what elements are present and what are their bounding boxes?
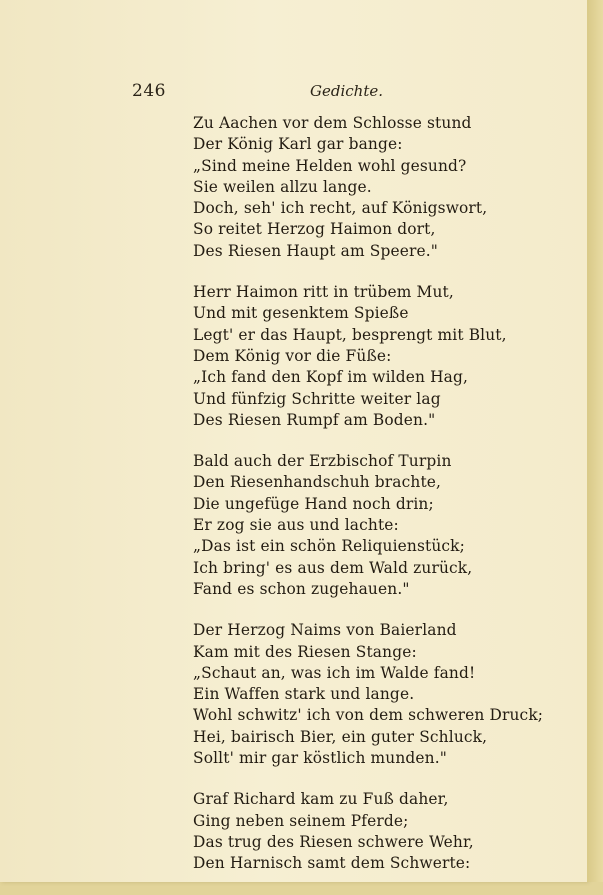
stanza <box>193 113 583 262</box>
poem-line: Sie weilen allzu lange. <box>193 177 372 196</box>
page-edge <box>587 0 603 882</box>
poem-line: „Ich fand den Kopf im wilden Hag, <box>193 368 469 387</box>
stanza <box>193 451 583 600</box>
poem-line: Legt' er das Haupt, besprengt mit Blut, <box>193 325 507 344</box>
poem-line: Hei, bairisch Bier, ein guter Schluck, <box>193 727 488 746</box>
poem-line: „Schaut an, was ich im Walde fand! <box>193 663 476 682</box>
poem-line: Ein Waffen stark und lange. <box>193 685 415 704</box>
poem-line: Fand es schon zugehauen." <box>193 579 410 598</box>
poem-line: Ging neben seinem Pferde; <box>193 811 409 830</box>
poem-line: Herr Haimon ritt in trübem Mut, <box>193 283 454 302</box>
poem-line: Bald auch der Erzbischof Turpin <box>193 452 452 471</box>
poem-line: „Das ist ein schön Reliquienstück; <box>193 537 465 556</box>
poem-line: Doch, seh' ich recht, auf Königswort, <box>193 199 488 218</box>
poem-line: Zu Aachen vor dem Schlosse stund <box>193 114 472 132</box>
poem-line: Graf Richard kam zu Fuß daher, <box>193 790 449 809</box>
poem-line: Ich bring' es aus dem Wald zurück, <box>193 558 473 577</box>
poem-line: Er zog sie aus und lachte: <box>193 516 399 535</box>
poem-line: Den Riesenhandschuh brachte, <box>193 473 442 492</box>
poem <box>193 113 583 895</box>
poem-line: Und fünfzig Schritte weiter lag <box>193 389 441 408</box>
poem-line: Kam mit des Riesen Stange: <box>193 642 417 661</box>
stanza <box>193 282 583 431</box>
poem-line: Wohl schwitz' ich von dem schweren Druck; <box>193 706 544 725</box>
poem-line: Des Riesen Rumpf am Boden." <box>193 410 436 429</box>
poem-line: Der König Karl gar bange: <box>193 135 403 154</box>
poem-line: Den Harnisch samt dem Schwerte: <box>193 854 471 873</box>
poem-line: Des Riesen Haupt am Speere." <box>193 241 439 260</box>
poem-line: Die ungefüge Hand noch drin; <box>193 494 434 513</box>
poem-line: Und mit gesenktem Spieße <box>193 304 409 323</box>
running-title: Gedichte. <box>310 82 383 100</box>
stanza <box>193 789 583 874</box>
poem-line: „Sind meine Helden wohl gesund? <box>193 156 467 175</box>
poem-line: Dem König vor die Füße: <box>193 346 392 365</box>
poem-line: Der Herzog Naims von Baierland <box>193 621 457 640</box>
page-header <box>0 81 587 105</box>
poem-line: Das trug des Riesen schwere Wehr, <box>193 832 474 851</box>
poem-line: Sollt' mir gar köstlich munden." <box>193 749 448 768</box>
stanza <box>193 620 583 769</box>
poem-line: So reitet Herzog Haimon dort, <box>193 220 436 239</box>
page-number: 246 <box>132 81 166 101</box>
